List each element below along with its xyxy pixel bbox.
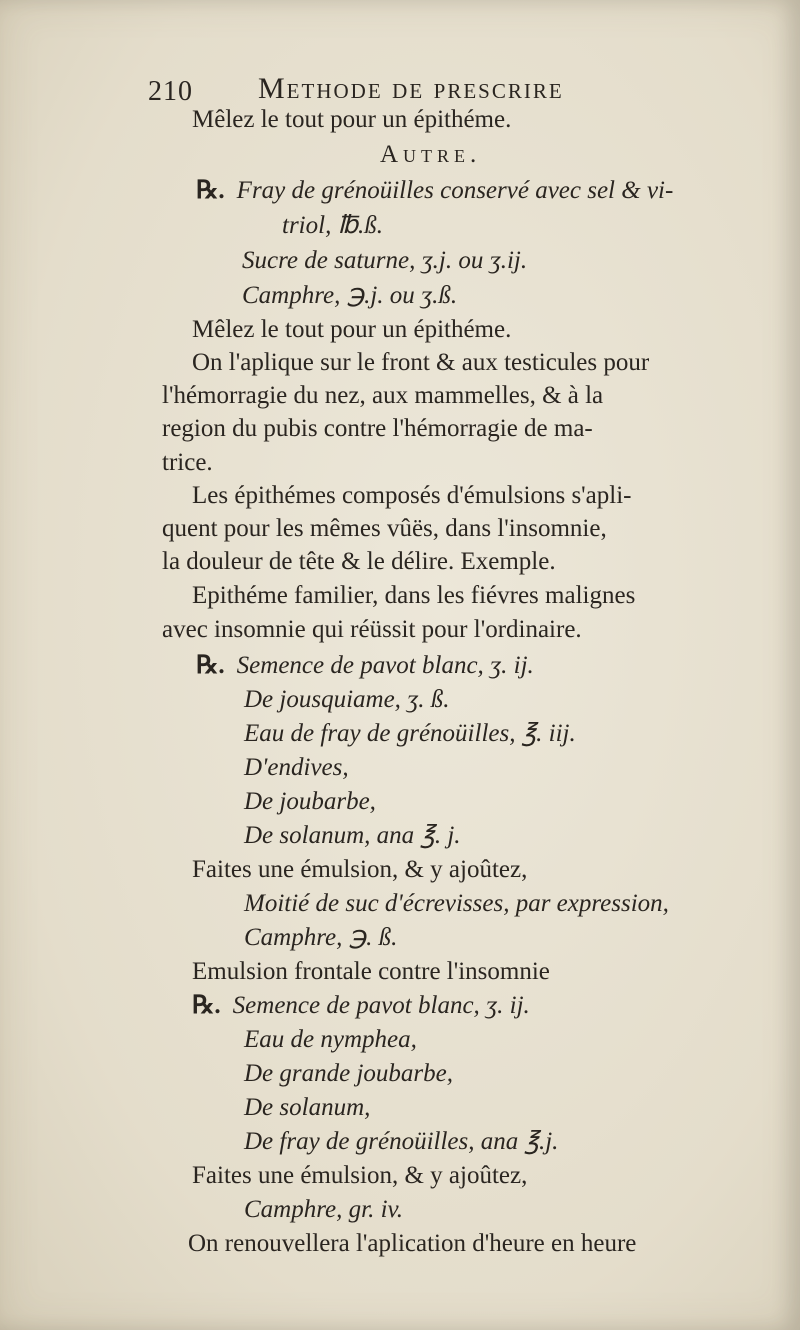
section-heading: Autre. bbox=[380, 141, 482, 168]
recipe-symbol: ℞. bbox=[196, 652, 225, 679]
prescription-line: Eau de fray de grénoüilles, ℥. iij. bbox=[244, 720, 576, 747]
text-line: region du pubis contre l'hémorragie de ma- bbox=[162, 415, 593, 442]
text-line: la douleur de tête & le délire. Exemple. bbox=[162, 548, 556, 575]
prescription-line: D'endives, bbox=[244, 754, 349, 781]
recipe-symbol: ℞. bbox=[192, 992, 221, 1019]
prescription-line: ℞. Fray de grénoüilles conservé avec sel & vi- bbox=[196, 177, 674, 204]
text-line: On l'aplique sur le front & aux testicules pour bbox=[192, 349, 650, 376]
page-number: 210 bbox=[148, 76, 193, 107]
text-line: trice. bbox=[162, 449, 213, 476]
prescription-line: De solanum, bbox=[244, 1094, 371, 1121]
prescription-line: Eau de nymphea, bbox=[244, 1026, 417, 1053]
text-line: Mêlez le tout pour un épithéme. bbox=[192, 106, 512, 133]
text-line: On renouvellera l'aplication d'heure en heure bbox=[188, 1230, 637, 1257]
prescription-line: De fray de grénoüilles, ana ℥.j. bbox=[244, 1128, 559, 1155]
prescription-line: triol, ℔.ß. bbox=[282, 212, 384, 239]
text-line: Les épithémes composés d'émulsions s'apli- bbox=[192, 482, 632, 509]
text-line: Faites une émulsion, & y ajoûtez, bbox=[192, 856, 528, 883]
text-line: l'hémorragie du nez, aux mammelles, & à la bbox=[162, 382, 604, 409]
prescription-line: De grande joubarbe, bbox=[244, 1060, 453, 1087]
running-head: Methode de prescrire bbox=[258, 72, 564, 105]
prescription-line: De joubarbe, bbox=[244, 788, 376, 815]
recipe-symbol: ℞. bbox=[196, 177, 225, 204]
prescription-line: De solanum, ana ℥. j. bbox=[244, 822, 461, 849]
text-line: avec insomnie qui réüssit pour l'ordinaire. bbox=[162, 616, 582, 643]
prescription-line: ℞. Semence de pavot blanc, ʒ. ij. bbox=[192, 992, 530, 1019]
text-line: Faites une émulsion, & y ajoûtez, bbox=[192, 1162, 528, 1189]
prescription-line: ℞. Semence de pavot blanc, ʒ. ij. bbox=[196, 652, 534, 679]
prescription-line: Camphre, gr. iv. bbox=[244, 1196, 404, 1223]
prescription-line: De jousquiame, ʒ. ß. bbox=[244, 686, 450, 713]
text-line: Mêlez le tout pour un épithéme. bbox=[192, 316, 512, 343]
prescription-line: Moitié de suc d'écrevisses, par expression, bbox=[244, 890, 669, 917]
prescription-line: Sucre de saturne, ʒ.j. ou ʒ.ij. bbox=[242, 247, 528, 274]
text-line: quent pour les mêmes vûës, dans l'insomnie, bbox=[162, 515, 607, 542]
prescription-line: Camphre, ℈. ß. bbox=[244, 924, 398, 951]
prescription-line: Camphre, ℈.j. ou ʒ.ß. bbox=[242, 282, 458, 309]
text-line: Emulsion frontale contre l'insomnie bbox=[192, 958, 550, 985]
text-line: Epithéme familier, dans les fiévres malignes bbox=[192, 582, 636, 609]
